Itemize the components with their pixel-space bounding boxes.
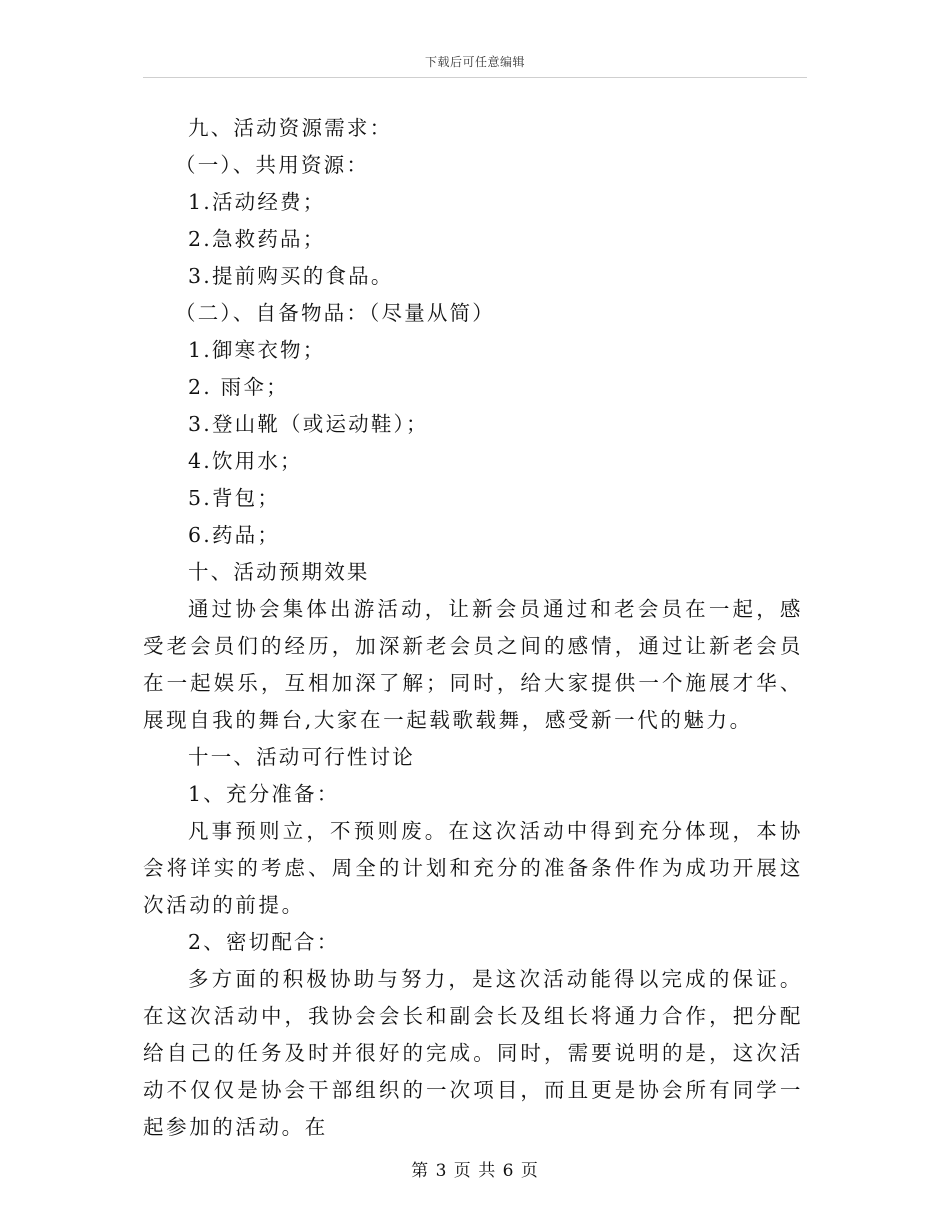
subsection-heading-shared: （一）、共用资源： <box>175 153 370 177</box>
list-item: 5.背包； <box>188 486 281 510</box>
paragraph-preparation: 凡事预则立，不预则废。在这次活动中得到充分体现，本协会将详实的考虑、周全的计划和充分的准备条件作为成功开展这次活动的前提。 <box>143 819 803 917</box>
page-footer: 第 3 页 共 6 页 <box>411 1161 539 1181</box>
section-heading-10: 十、活动预期效果 <box>188 560 370 584</box>
document-body <box>143 110 803 1146</box>
paragraph-expected-effect: 通过协会集体出游活动，让新会员通过和老会员在一起，感受老会员们的经历，加深新老会员之间的感情，通过让新老会员在一起娱乐，互相加深了解；同时，给大家提供一个施展才华、展现自我的舞台,大家在一起载歌载舞，感受新一代的魅力。 <box>143 597 803 732</box>
list-item: 1.活动经费； <box>188 190 326 214</box>
section-heading-9: 九、活动资源需求： <box>188 116 393 140</box>
paragraph-cooperation: 多方面的积极协助与努力，是这次活动能得以完成的保证。在这次活动中，我协会会长和副会长及组长将通力合作，把分配给自己的任务及时并很好的完成。同时，需要说明的是，这次活动不仅仅是协会干部组织的一次项目，而且更是协会所有同学一起参加的活动。在 <box>143 967 803 1139</box>
section-heading-11: 十一、活动可行性讨论 <box>188 745 415 769</box>
subheading-cooperation: 2、密切配合： <box>188 930 340 954</box>
list-item: 6.药品； <box>188 523 281 547</box>
subsection-heading-personal: （二）、自备物品：（尽量从简） <box>175 301 495 325</box>
header-divider <box>143 77 807 78</box>
subheading-preparation: 1、充分准备： <box>188 782 340 806</box>
list-item: 3.登山靴（或运动鞋）； <box>188 412 429 436</box>
list-item: 1.御寒衣物； <box>188 338 326 362</box>
list-item: 3.提前购买的食品。 <box>188 264 394 288</box>
list-item: 4.饮用水； <box>188 449 303 473</box>
list-item: 2. 雨伞； <box>188 375 289 399</box>
page-header: 下载后可任意编辑 <box>424 55 525 69</box>
list-item: 2.急救药品； <box>188 227 326 251</box>
